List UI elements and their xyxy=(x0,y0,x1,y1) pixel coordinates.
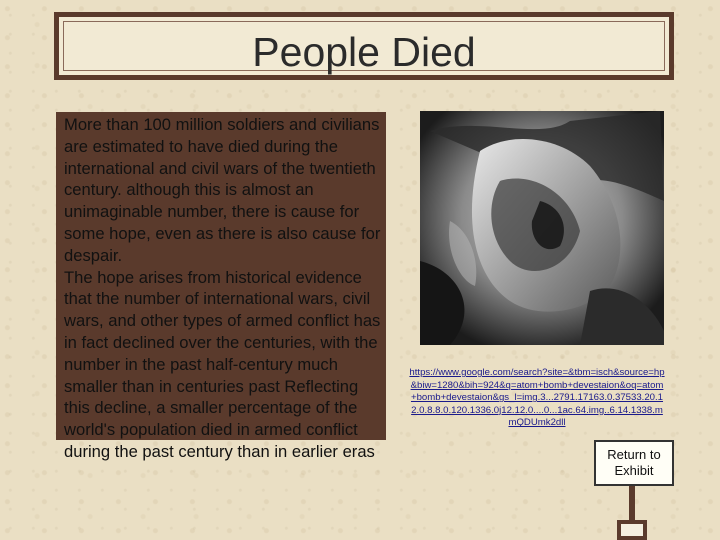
slide-title: People Died xyxy=(252,29,476,75)
return-button-line-1: Return to xyxy=(607,447,661,462)
return-to-exhibit-button[interactable] xyxy=(594,440,674,486)
title-frame xyxy=(54,12,674,80)
image-source-link[interactable]: https://www.google.com/search?site=&tbm=isch&source=hp&biw=1280&bih=924&q=atom+bomb+devestaion&oq=atom+bomb+devestaion&gs_l=img.3...2791.17163.0.37533.20.12.0.8.8.0.120.1336.0j12.12.0....0...1ac.64.img..6.14.1338.mmQDUmk2dll xyxy=(409,367,665,429)
return-button-line-2: Exhibit xyxy=(614,463,654,478)
signpost-base xyxy=(617,520,647,540)
war-devastation-photo xyxy=(420,111,664,345)
body-text xyxy=(64,114,382,463)
signpost-pole xyxy=(629,486,635,520)
photo-image xyxy=(420,111,664,345)
body-paragraph-1: More than 100 million soldiers and civilians are estimated to have died during the international and civil wars of the twentieth century. although this is almost an unimaginable number, there is cause for some hope, even as there is also cause for despair. xyxy=(64,115,381,265)
body-paragraph-2: The hope arises from historical evidence that the number of international wars, civil wars, and other types of armed conflict has in fact declined over the centuries, with the number in the past half-century much smaller than in centuries past Reflecting this decline, a smaller percentage of the world's population died in armed conflict during the past century than in earlier eras xyxy=(64,267,381,461)
